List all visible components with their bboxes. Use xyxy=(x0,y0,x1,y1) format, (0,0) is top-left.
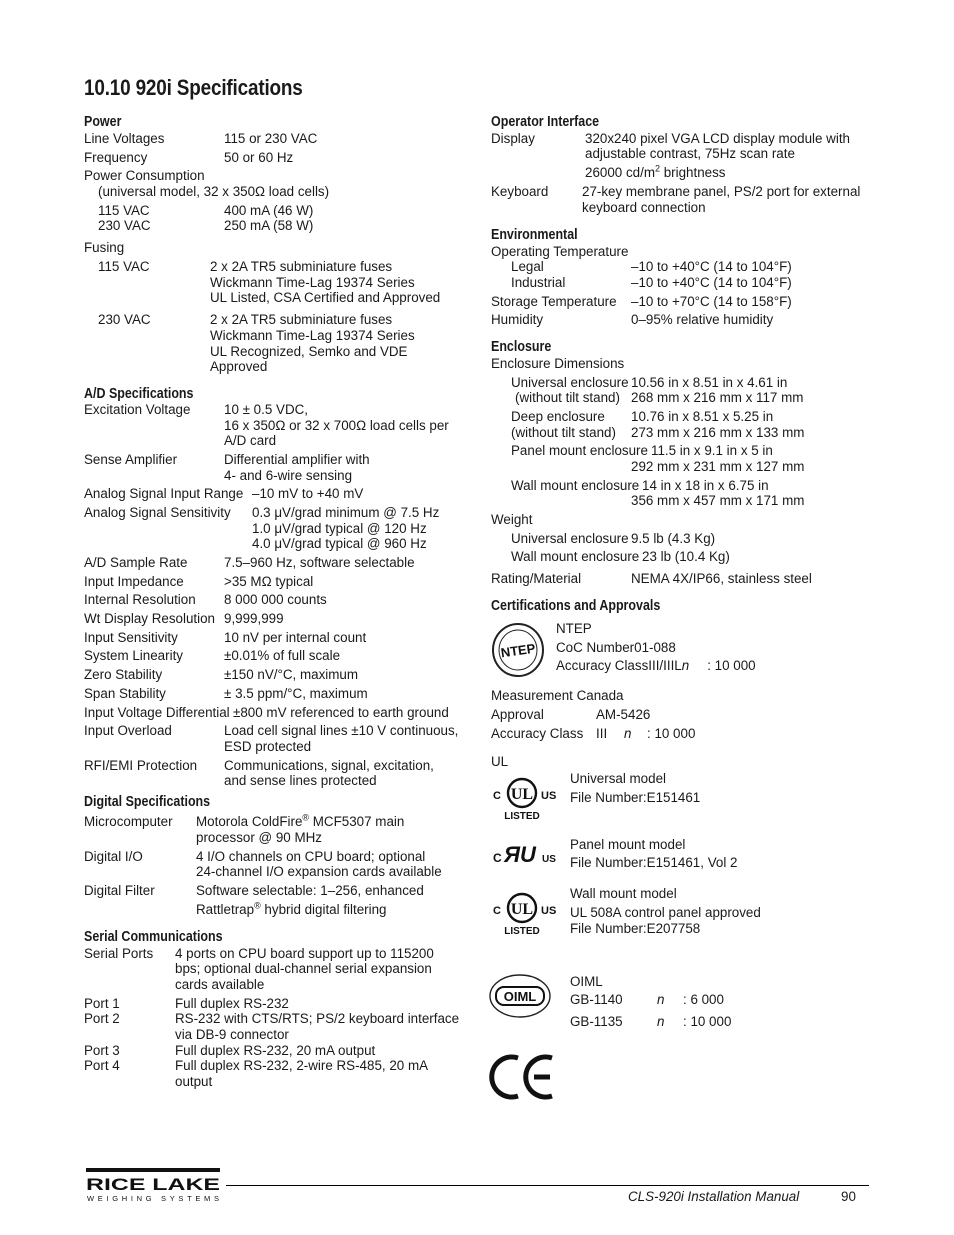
fuse-115-label: 115 VAC xyxy=(98,259,150,274)
ports-label: Serial Ports xyxy=(84,946,154,961)
panel-label: Panel mount enclosure xyxy=(511,443,648,458)
wall-value: 356 mm x 457 mm x 171 mm xyxy=(631,493,805,508)
power-heading: Power xyxy=(84,114,122,130)
ntep-accuracy: Accuracy ClassIII/IIILn : 10 000 xyxy=(556,658,756,673)
keyboard-line: 27-key membrane panel, PS/2 port for external xyxy=(582,184,861,199)
deep-sub: (without tilt stand) xyxy=(511,425,616,440)
oiml1-value: : 6 000 xyxy=(683,992,724,1007)
line-voltages-value: 115 or 230 VAC xyxy=(224,131,318,146)
micro-line: processor @ 90 MHz xyxy=(196,830,322,845)
oiml2-n: n xyxy=(657,1014,665,1029)
rfi-line: Communications, signal, excitation, xyxy=(224,758,434,773)
power-consumption-note: (universal model, 32 x 350Ω load cells) xyxy=(98,184,330,199)
panel-value: 11.5 in x 9.1 in x 5 in xyxy=(651,443,773,458)
linearity-value: ±0.01% of full scale xyxy=(224,648,341,663)
ul-rec-c-text: C xyxy=(493,851,502,865)
ul1-line: File Number:E151461 xyxy=(570,790,701,805)
pc-115-label: 115 VAC xyxy=(98,203,150,218)
industrial-label: Industrial xyxy=(511,275,566,290)
filter-line: Software selectable: 1–256, enhanced xyxy=(196,883,424,898)
universal-value: 10.56 in x 8.51 in x 4.61 in xyxy=(631,375,788,390)
filter-line: Rattletrap® hybrid digital filtering xyxy=(196,900,387,917)
dio-line: 4 I/O channels on CPU board; optional xyxy=(196,849,426,864)
ul2-line: File Number:E151461, Vol 2 xyxy=(570,855,738,870)
ul-c-text: C xyxy=(493,790,501,802)
impedance-label: Input Impedance xyxy=(84,574,184,589)
w-wall-label: Wall mount enclosure xyxy=(511,549,640,564)
ivd-label: Input Voltage Differential xyxy=(84,705,230,720)
dio-line: 24-channel I/O expansion cards available xyxy=(196,864,442,879)
footer-page-number: 90 xyxy=(841,1189,856,1204)
ad-heading: A/D Specifications xyxy=(84,386,194,402)
display-label: Display xyxy=(491,131,535,146)
mc-accuracy-label: Accuracy Class xyxy=(491,726,584,741)
ul3-line: File Number:E207758 xyxy=(570,921,701,936)
panel-value: 292 mm x 231 mm x 127 mm xyxy=(631,459,805,474)
ul3-line: UL 508A control panel approved xyxy=(570,905,761,920)
mc-accuracy-value: : 10 000 xyxy=(647,726,696,741)
linearity-label: System Linearity xyxy=(84,648,183,663)
storage-label: Storage Temperature xyxy=(491,294,617,309)
pc-115-value: 400 mA (46 W) xyxy=(224,203,314,218)
internal-res-value: 8 000 000 counts xyxy=(224,592,327,607)
oiml-logo-icon xyxy=(488,973,552,1019)
deep-label: Deep enclosure xyxy=(511,409,605,424)
op-temp-label: Operating Temperature xyxy=(491,244,629,259)
brand-subtitle: WEIGHING SYSTEMS xyxy=(87,1194,219,1202)
humidity-label: Humidity xyxy=(491,312,544,327)
mc-approval-label: Approval xyxy=(491,707,544,722)
excitation-line: 16 x 350Ω or 32 x 700Ω load cells per xyxy=(224,418,449,433)
ce-mark-icon xyxy=(488,1052,558,1102)
serial-heading: Serial Communications xyxy=(84,929,223,945)
brand-name: RICE LAKE xyxy=(86,1175,220,1194)
excitation-label: Excitation Voltage xyxy=(84,402,191,417)
display-line: 26000 $cd/m^2$ brightness xyxy=(585,163,726,180)
oiml1-label: GB-1140 xyxy=(570,992,623,1007)
zero-value: ±150 nV/°C, maximum xyxy=(224,667,359,682)
zero-label: Zero Stability xyxy=(84,667,163,682)
rice-lake-logo-icon xyxy=(86,1168,224,1202)
fuse-115-line: Wickmann Time-Lag 19374 Series xyxy=(210,275,415,290)
pc-230-label: 230 VAC xyxy=(98,218,151,233)
port1-label: Port 1 xyxy=(84,996,120,1011)
universal-value: 268 mm x 216 mm x 117 mm xyxy=(631,390,804,405)
port2-line: RS-232 with CTS/RTS; PS/2 keyboard interface xyxy=(175,1011,460,1026)
wt-display-value: 9,999,999 xyxy=(224,611,284,626)
ul-mark-text: UL xyxy=(510,786,534,803)
ul3-line: Wall mount model xyxy=(570,886,677,901)
w-universal-value: 9.5 lb (4.3 Kg) xyxy=(631,531,716,546)
certs-heading: Certifications and Approvals xyxy=(491,598,661,614)
port4-line: Full duplex RS-232, 2-wire RS-485, 20 mA xyxy=(175,1058,429,1073)
ul-mark-text: UL xyxy=(510,901,534,918)
wt-display-label: Wt Display Resolution xyxy=(84,611,215,626)
oiml2-value: : 10 000 xyxy=(683,1014,732,1029)
ul1-line: Universal model xyxy=(570,771,667,786)
operator-heading: Operator Interface xyxy=(491,114,600,130)
ul-c-text: C xyxy=(493,905,501,917)
input-range-value: –10 mV to +40 mV xyxy=(252,486,364,501)
ul2-line: Panel mount model xyxy=(570,837,686,852)
frequency-value: 50 or 60 Hz xyxy=(224,150,294,165)
mc-accuracy-class: III xyxy=(596,726,608,741)
rfi-line: and sense lines protected xyxy=(224,773,377,788)
ul-title: UL xyxy=(491,754,509,769)
rating-value: NEMA 4X/IP66, stainless steel xyxy=(631,571,812,586)
sensitivity-line: 1.0 μV/grad typical @ 120 Hz xyxy=(252,521,427,536)
ntep-title: NTEP xyxy=(556,621,592,636)
digital-heading: Digital Specifications xyxy=(84,794,211,810)
span-label: Span Stability xyxy=(84,686,166,701)
input-range-label: Analog Signal Input Range xyxy=(84,486,244,501)
rating-label: Rating/Material xyxy=(491,571,582,586)
impedance-value: >35 MΩ typical xyxy=(224,574,314,589)
filter-label: Digital Filter xyxy=(84,883,155,898)
fuse-230-line: Approved xyxy=(210,359,268,374)
w-universal-label: Universal enclosure xyxy=(511,531,629,546)
port1-value: Full duplex RS-232 xyxy=(175,996,289,1011)
port2-line: via DB-9 connector xyxy=(175,1027,289,1042)
port2-label: Port 2 xyxy=(84,1011,120,1026)
industrial-value: –10 to +40°C (14 to 104°F) xyxy=(631,275,792,290)
ul-listed-logo-icon xyxy=(490,886,558,938)
universal-label: Universal enclosure xyxy=(511,375,629,390)
sense-line: Differential amplifier with xyxy=(224,452,370,467)
pc-230-value: 250 mA (58 W) xyxy=(224,218,314,233)
micro-line: Motorola ColdFire® MCF5307 main xyxy=(196,812,405,829)
ports-line: cards available xyxy=(175,977,265,992)
universal-sub: (without tilt stand) xyxy=(515,390,620,405)
w-wall-value: 23 lb (10.4 Kg) xyxy=(642,549,730,564)
mc-accuracy-n: n xyxy=(624,726,632,741)
deep-value: 10.76 in x 8.51 x 5.25 in xyxy=(631,409,774,424)
legal-value: –10 to +40°C (14 to 104°F) xyxy=(631,259,792,274)
enclosure-heading: Enclosure xyxy=(491,339,552,355)
ul-us-text: US xyxy=(541,905,557,917)
sense-line: 4- and 6-wire sensing xyxy=(224,468,353,483)
input-sens-value: 10 nV per internal count xyxy=(224,630,367,645)
ntep-coc: CoC Number01-088 xyxy=(556,640,676,655)
display-line: 320x240 pixel VGA LCD display module with xyxy=(585,131,850,146)
sense-label: Sense Amplifier xyxy=(84,452,178,467)
fuse-230-line: Wickmann Time-Lag 19374 Series xyxy=(210,328,415,343)
footer-rule xyxy=(226,1185,869,1186)
port3-label: Port 3 xyxy=(84,1043,120,1058)
sample-rate-value: 7.5–960 Hz, software selectable xyxy=(224,555,415,570)
dims-label: Enclosure Dimensions xyxy=(491,356,625,371)
input-sens-label: Input Sensitivity xyxy=(84,630,178,645)
ul-us-text: US xyxy=(541,790,557,802)
sensitivity-line: 4.0 μV/grad typical @ 960 Hz xyxy=(252,536,427,551)
legal-label: Legal xyxy=(511,259,544,274)
fuse-230-line: UL Recognized, Semko and VDE xyxy=(210,344,408,359)
ul-listed-text: LISTED xyxy=(504,926,540,937)
ntep-logo-icon xyxy=(491,622,545,678)
oiml2-label: GB-1135 xyxy=(570,1014,623,1029)
page-title: 10.10 920i Specifications xyxy=(84,75,303,100)
environmental-heading: Environmental xyxy=(491,227,578,243)
ports-line: 4 ports on CPU board support up to 115200 xyxy=(175,946,434,961)
ntep-logo-text: NTEP xyxy=(499,640,537,661)
port4-label: Port 4 xyxy=(84,1058,120,1073)
overload-line: ESD protected xyxy=(224,739,312,754)
fusing-label: Fusing xyxy=(84,240,125,255)
dio-label: Digital I/O xyxy=(84,849,143,864)
internal-res-label: Internal Resolution xyxy=(84,592,196,607)
overload-label: Input Overload xyxy=(84,723,172,738)
deep-value: 273 mm x 216 mm x 133 mm xyxy=(631,425,805,440)
span-value: ± 3.5 ppm/°C, maximum xyxy=(224,686,368,701)
rfi-label: RFI/EMI Protection xyxy=(84,758,198,773)
fuse-115-line: UL Listed, CSA Certified and Approved xyxy=(210,290,441,305)
ul-recognized-logo-icon xyxy=(490,836,558,868)
ul-rec-mark-text: ЯU xyxy=(504,842,536,867)
keyboard-line: keyboard connection xyxy=(582,200,706,215)
sensitivity-line: 0.3 μV/grad minimum @ 7.5 Hz xyxy=(252,505,440,520)
ivd-value: ±800 mV referenced to earth ground xyxy=(233,705,449,720)
ul-listed-logo-icon xyxy=(490,771,558,823)
frequency-label: Frequency xyxy=(84,150,148,165)
display-line: adjustable contrast, 75Hz scan rate xyxy=(585,146,795,161)
wall-label: Wall mount enclosure xyxy=(511,478,640,493)
port4-line: output xyxy=(175,1074,213,1089)
oiml-logo-text: OIML xyxy=(503,989,537,1004)
mc-title: Measurement Canada xyxy=(491,688,624,703)
sensitivity-label: Analog Signal Sensitivity xyxy=(84,505,231,520)
fuse-230-line: 2 x 2A TR5 subminiature fuses xyxy=(210,312,393,327)
oiml-title: OIML xyxy=(570,974,603,989)
sample-rate-label: A/D Sample Rate xyxy=(84,555,188,570)
ul-listed-text: LISTED xyxy=(504,811,540,822)
power-consumption-label: Power Consumption xyxy=(84,168,205,183)
overload-line: Load cell signal lines ±10 V continuous, xyxy=(224,723,459,738)
mc-approval-value: AM-5426 xyxy=(596,707,651,722)
fuse-230-label: 230 VAC xyxy=(98,312,151,327)
fuse-115-line: 2 x 2A TR5 subminiature fuses xyxy=(210,259,393,274)
keyboard-label: Keyboard xyxy=(491,184,549,199)
ul-rec-us-text: US xyxy=(542,854,556,865)
footer-manual-title: CLS-920i Installation Manual xyxy=(628,1189,800,1204)
micro-label: Microcomputer xyxy=(84,814,173,829)
excitation-line: A/D card xyxy=(224,433,277,448)
wall-value: 14 in x 18 in x 6.75 in xyxy=(642,478,769,493)
excitation-line: 10 ± 0.5 VDC, xyxy=(224,402,309,417)
humidity-value: 0–95% relative humidity xyxy=(631,312,774,327)
ports-line: bps; optional dual-channel serial expansion xyxy=(175,961,432,976)
port3-value: Full duplex RS-232, 20 mA output xyxy=(175,1043,376,1058)
line-voltages-label: Line Voltages xyxy=(84,131,165,146)
oiml1-n: n xyxy=(657,992,665,1007)
storage-value: –10 to +70°C (14 to 158°F) xyxy=(631,294,792,309)
weight-label: Weight xyxy=(491,512,533,527)
